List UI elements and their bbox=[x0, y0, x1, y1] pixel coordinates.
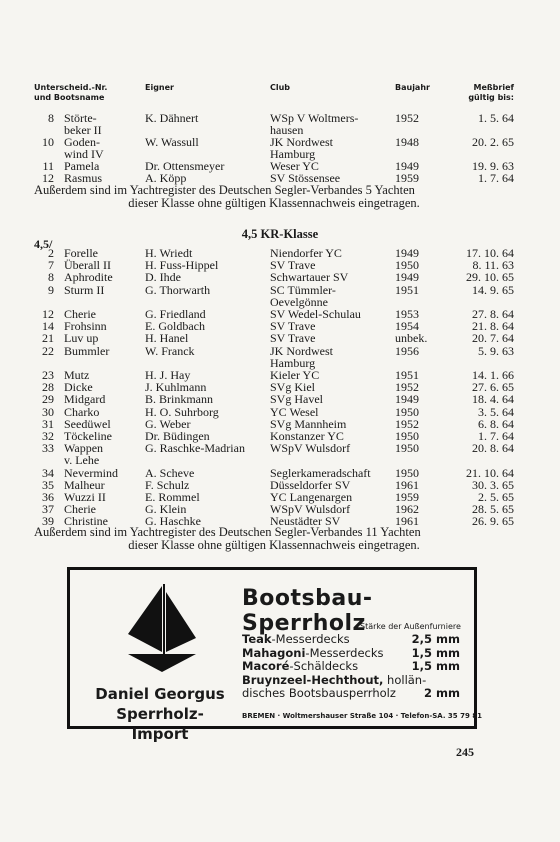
register-note-1-line2: dieser Klasse ohne gültigen Klassennachweis eingetragen. bbox=[128, 196, 420, 210]
boat-number: 11 bbox=[42, 159, 54, 173]
boat-owner: H. O. Suhrborg bbox=[145, 404, 219, 419]
boat-name: Luv up bbox=[64, 331, 99, 346]
register-note-1-line1: Außerdem sind im Yachtregister des Deutschen Segler-Verbandes 5 Yachten bbox=[34, 183, 415, 197]
boat-club: Kieler YC bbox=[270, 368, 320, 382]
table-row bbox=[0, 479, 560, 491]
boat-name: Töckeline bbox=[64, 429, 112, 443]
build-year: 1961 bbox=[395, 477, 419, 492]
boat-club: SV Trave bbox=[270, 258, 316, 273]
boat-club: JK Nordwest bbox=[270, 135, 333, 149]
ad-product-type: disches Bootsbausperrholz bbox=[242, 686, 396, 700]
boat-name: Forelle bbox=[64, 246, 98, 260]
build-year: 1952 bbox=[395, 416, 419, 431]
build-year: 1949 bbox=[395, 246, 419, 260]
boat-name: wind IV bbox=[64, 147, 104, 161]
ad-product-line bbox=[242, 686, 460, 700]
table-row bbox=[0, 442, 560, 454]
build-year: 1959 bbox=[395, 171, 419, 185]
boat-club: WSp V Woltmers- bbox=[270, 111, 359, 125]
advertisement-box bbox=[67, 567, 483, 743]
measurement-valid-until: 18. 4. 64 bbox=[472, 392, 514, 407]
table-row bbox=[0, 284, 560, 296]
build-year: 1950 bbox=[395, 404, 419, 419]
table-row bbox=[0, 259, 560, 271]
build-year: 1948 bbox=[395, 135, 419, 149]
boat-owner: Dr. Ottensmeyer bbox=[145, 159, 225, 173]
boat-owner: H. Hanel bbox=[145, 331, 189, 346]
ad-product-type: -Messerdecks bbox=[271, 632, 350, 646]
table-row bbox=[0, 503, 560, 515]
boat-owner: G. Raschke-Madrian bbox=[145, 441, 245, 456]
measurement-valid-until: 17. 10. 64 bbox=[466, 246, 514, 260]
boat-owner: G. Haschke bbox=[145, 514, 201, 529]
table-row bbox=[0, 296, 560, 308]
build-year: 1949 bbox=[395, 270, 419, 285]
boat-owner: G. Thorwarth bbox=[145, 282, 211, 297]
build-year: 1959 bbox=[395, 490, 419, 504]
header-col5-line1: Meßbrief bbox=[473, 83, 514, 92]
boat-owner: A. Köpp bbox=[145, 171, 187, 185]
boat-club: Weser YC bbox=[270, 159, 319, 173]
measurement-valid-until: 20. 2. 65 bbox=[472, 135, 514, 149]
measurement-valid-until: 1. 5. 64 bbox=[478, 111, 514, 125]
boat-name: Wappen bbox=[64, 441, 104, 456]
ad-product-type: -Messerdecks bbox=[305, 645, 384, 660]
build-year: 1951 bbox=[395, 368, 419, 382]
ad-product-label bbox=[242, 632, 350, 646]
table-row bbox=[0, 406, 560, 418]
build-year: 1954 bbox=[395, 319, 419, 334]
measurement-valid-until: 8. 11. 63 bbox=[472, 258, 514, 273]
boat-number: 12 bbox=[42, 171, 54, 185]
measurement-valid-until: 2. 5. 65 bbox=[478, 490, 514, 504]
measurement-valid-until: 19. 9. 63 bbox=[472, 159, 514, 173]
ad-product-line bbox=[242, 659, 460, 673]
measurement-valid-until: 21. 8. 64 bbox=[472, 319, 514, 334]
boat-owner: W. Wassull bbox=[145, 135, 199, 149]
boat-number: 8 bbox=[48, 111, 54, 125]
boat-name: Christine bbox=[64, 514, 108, 529]
measurement-valid-until: 27. 8. 64 bbox=[472, 307, 514, 321]
ad-contact-address: BREMEN · Woltmershauser Straße 104 · Telefon-SA. 35 79 81 bbox=[242, 712, 483, 720]
boat-club: Konstanzer YC bbox=[270, 429, 344, 443]
boat-owner: G. Weber bbox=[145, 416, 191, 431]
boat-club: Oevelgönne bbox=[270, 294, 328, 309]
boat-name: Überall II bbox=[64, 258, 111, 273]
ad-title: Bootsbau-Sperrholz bbox=[242, 586, 373, 636]
boat-number: 32 bbox=[42, 429, 54, 443]
table-row bbox=[0, 393, 560, 405]
boat-name: Charko bbox=[64, 404, 100, 419]
header-col5-line2: gültig bis: bbox=[468, 93, 514, 102]
header-col-owner: Eigner bbox=[145, 83, 174, 92]
ad-company-line1: Daniel Georgus bbox=[95, 685, 225, 703]
table-row bbox=[0, 454, 560, 466]
ad-product-name: Bruynzeel-Hechthout, bbox=[242, 672, 384, 687]
page-number: 245 bbox=[456, 745, 474, 759]
measurement-valid-until: 14. 1. 66 bbox=[472, 368, 514, 382]
boat-number: 30 bbox=[42, 404, 54, 419]
boat-name: Bummler bbox=[64, 343, 110, 358]
table-row bbox=[0, 345, 560, 357]
boat-name: Störte- bbox=[64, 111, 97, 125]
boat-club: SVg Mannheim bbox=[270, 416, 347, 431]
table-row bbox=[0, 247, 560, 259]
boat-number: 35 bbox=[42, 477, 54, 492]
boat-number: 14 bbox=[42, 319, 54, 334]
boat-number: 37 bbox=[42, 502, 54, 517]
build-year: 1962 bbox=[395, 502, 419, 517]
boat-name: Frohsinn bbox=[64, 319, 107, 334]
measurement-valid-until: 28. 5. 65 bbox=[472, 502, 514, 517]
ad-product-type: hollän- bbox=[383, 672, 427, 687]
boat-number: 34 bbox=[42, 465, 54, 480]
ad-product-line bbox=[242, 632, 460, 646]
table-row bbox=[0, 271, 560, 283]
ad-product-thickness: 2 mm bbox=[424, 686, 460, 700]
boat-number: 2 bbox=[48, 246, 54, 260]
ad-product-line bbox=[242, 645, 460, 660]
boat-number: 10 bbox=[42, 135, 54, 149]
table-row bbox=[0, 491, 560, 503]
boat-club: JK Nordwest bbox=[270, 343, 333, 358]
register-note-2-line1: Außerdem sind im Yachtregister des Deutschen Segler-Verbandes 11 Yachten bbox=[34, 525, 421, 539]
boat-club: hausen bbox=[270, 123, 304, 137]
header-col1-line1: Unterscheid.-Nr. bbox=[34, 83, 108, 92]
build-year: 1950 bbox=[395, 429, 419, 443]
boat-owner: G. Klein bbox=[145, 502, 187, 517]
ad-product-label bbox=[242, 673, 426, 687]
ad-subtitle: Stärke der Außenfurniere bbox=[360, 622, 461, 631]
boat-owner: H. J. Hay bbox=[145, 368, 191, 382]
table-row bbox=[0, 369, 560, 381]
boat-owner: B. Brinkmann bbox=[145, 392, 213, 407]
build-year: 1961 bbox=[395, 514, 419, 529]
build-year: 1950 bbox=[395, 258, 419, 273]
measurement-valid-until: 29. 10. 65 bbox=[466, 270, 514, 285]
boat-club: Düsseldorfer SV bbox=[270, 477, 351, 492]
boat-name: Midgard bbox=[64, 392, 106, 407]
table-row bbox=[0, 320, 560, 332]
boat-number: 28 bbox=[42, 380, 54, 395]
boat-name: Mutz bbox=[64, 368, 90, 382]
measurement-valid-until: 3. 5. 64 bbox=[478, 404, 514, 419]
boat-name: Wuzzi II bbox=[64, 490, 106, 504]
boat-name: v. Lehe bbox=[64, 453, 100, 468]
build-year: 1953 bbox=[395, 307, 419, 321]
build-year: 1952 bbox=[395, 380, 419, 395]
boat-name: beker II bbox=[64, 123, 102, 137]
measurement-valid-until: 30. 3. 65 bbox=[472, 477, 514, 492]
sailboat-logo-icon bbox=[122, 584, 202, 674]
measurement-valid-until: 6. 8. 64 bbox=[478, 416, 514, 431]
header-col-year: Baujahr bbox=[395, 83, 430, 92]
header-col-measurement bbox=[458, 83, 514, 103]
boat-club: SV Trave bbox=[270, 331, 316, 346]
build-year: 1951 bbox=[395, 282, 419, 297]
boat-club: SVg Havel bbox=[270, 392, 323, 407]
boat-club: YC Wesel bbox=[270, 404, 319, 419]
section-title: 4,5 KR-Klasse bbox=[241, 227, 319, 241]
boat-number: 29 bbox=[42, 392, 54, 407]
boat-number: 21 bbox=[42, 331, 54, 346]
boat-owner: E. Rommel bbox=[145, 490, 200, 504]
boat-owner: W. Franck bbox=[145, 343, 195, 358]
boat-number: 36 bbox=[42, 490, 54, 504]
boat-owner: K. Dähnert bbox=[145, 111, 199, 125]
boat-number: 9 bbox=[48, 282, 54, 297]
measurement-valid-until: 27. 6. 65 bbox=[472, 380, 514, 395]
register-note-2 bbox=[34, 526, 514, 552]
measurement-valid-until: 20. 8. 64 bbox=[472, 441, 514, 456]
table-row bbox=[0, 467, 560, 479]
build-year: 1949 bbox=[395, 159, 419, 173]
ad-product-label bbox=[242, 646, 384, 660]
boat-club: WSpV Wulsdorf bbox=[270, 502, 351, 517]
header-col-club: Club bbox=[270, 83, 291, 92]
measurement-valid-until: 1. 7. 64 bbox=[478, 171, 514, 185]
boat-club: SV Stössensee bbox=[270, 171, 341, 185]
register-note-2-line2: dieser Klasse ohne gültigen Klassennachweis eingetragen. bbox=[128, 538, 420, 552]
boat-name: Rasmus bbox=[64, 171, 103, 185]
boat-owner: A. Scheve bbox=[145, 465, 195, 480]
boat-club: WSpV Wulsdorf bbox=[270, 441, 351, 456]
boat-name: Cherie bbox=[64, 502, 96, 517]
measurement-valid-until: 21. 10. 64 bbox=[466, 465, 514, 480]
boat-number: 39 bbox=[42, 514, 54, 529]
table-row bbox=[0, 357, 560, 369]
build-year: 1949 bbox=[395, 392, 419, 407]
table-row bbox=[0, 332, 560, 344]
ad-company-name bbox=[90, 684, 230, 744]
boat-name: Seedüwel bbox=[64, 416, 111, 431]
boat-number: 31 bbox=[42, 416, 54, 431]
build-year: 1952 bbox=[395, 111, 419, 125]
ad-product-thickness: 2,5 mm bbox=[411, 632, 460, 646]
boat-club: Hamburg bbox=[270, 355, 316, 370]
boat-owner: F. Schulz bbox=[145, 477, 190, 492]
boat-club: Niendorfer YC bbox=[270, 246, 342, 260]
boat-number: 7 bbox=[48, 258, 54, 273]
boat-owner: H. Fuss-Hippel bbox=[145, 258, 219, 273]
boat-name: Goden- bbox=[64, 135, 100, 149]
boat-club: SC Tümmler- bbox=[270, 282, 336, 297]
build-year: 1956 bbox=[395, 343, 419, 358]
boat-club: Schwartauer SV bbox=[270, 270, 349, 285]
header-col-number-name bbox=[34, 83, 107, 103]
build-year: 1950 bbox=[395, 441, 419, 456]
boat-owner: D. Ihde bbox=[145, 270, 181, 285]
boat-club: Hamburg bbox=[270, 147, 316, 161]
measurement-valid-until: 1. 7. 64 bbox=[478, 429, 514, 443]
register-note-1 bbox=[34, 184, 514, 210]
build-year: unbek. bbox=[395, 331, 428, 346]
ad-product-name: Teak bbox=[242, 632, 272, 646]
boat-name: Malheur bbox=[64, 477, 105, 492]
section-label: 4,5/ bbox=[34, 237, 53, 251]
measurement-valid-until: 5. 9. 63 bbox=[478, 343, 514, 358]
boat-name: Dicke bbox=[64, 380, 93, 395]
boat-name: Nevermind bbox=[64, 465, 118, 480]
boat-number: 12 bbox=[42, 307, 54, 321]
boat-number: 8 bbox=[48, 270, 54, 285]
measurement-valid-until: 26. 9. 65 bbox=[472, 514, 514, 529]
boat-number: 33 bbox=[42, 441, 54, 456]
boat-club: Seglerkameradschaft bbox=[270, 465, 371, 480]
build-year: 1950 bbox=[395, 465, 419, 480]
boat-name: Aphrodite bbox=[64, 270, 113, 285]
ad-product-type: -Schäldecks bbox=[289, 659, 359, 673]
boat-name: Sturm II bbox=[64, 282, 105, 297]
boat-owner: E. Goldbach bbox=[145, 319, 205, 334]
ad-product-thickness: 1,5 mm bbox=[411, 645, 460, 660]
boat-club: SV Trave bbox=[270, 319, 316, 334]
boat-number: 23 bbox=[42, 368, 54, 382]
measurement-valid-until: 14. 9. 65 bbox=[472, 282, 514, 297]
boat-owner: G. Friedland bbox=[145, 307, 206, 321]
table-row bbox=[0, 308, 560, 320]
ad-product-thickness: 1,5 mm bbox=[411, 659, 460, 673]
boat-number: 22 bbox=[42, 343, 54, 358]
boat-owner: Dr. Büdingen bbox=[145, 429, 210, 443]
boat-name: Pamela bbox=[64, 159, 100, 173]
table-row bbox=[0, 418, 560, 430]
measurement-valid-until: 20. 7. 64 bbox=[472, 331, 514, 346]
ad-company-line2: Sperrholz-Import bbox=[116, 705, 204, 743]
boat-club: SVg Kiel bbox=[270, 380, 315, 395]
boat-owner: H. Wriedt bbox=[145, 246, 193, 260]
ad-product-name: Macoré bbox=[242, 659, 290, 673]
boat-club: Neustädter SV bbox=[270, 514, 341, 529]
boat-name: Cherie bbox=[64, 307, 96, 321]
table-row bbox=[0, 381, 560, 393]
ad-product-label bbox=[242, 686, 396, 700]
boat-club: SV Wedel-Schulau bbox=[270, 307, 361, 321]
ad-product-name: Mahagoni bbox=[242, 645, 306, 660]
boat-owner: J. Kuhlmann bbox=[145, 380, 207, 395]
ad-product-line bbox=[242, 673, 426, 687]
header-col1-line2: und Bootsname bbox=[34, 93, 105, 102]
boat-club: YC Langenargen bbox=[270, 490, 353, 504]
ad-product-label bbox=[242, 659, 358, 673]
table-row bbox=[0, 430, 560, 442]
